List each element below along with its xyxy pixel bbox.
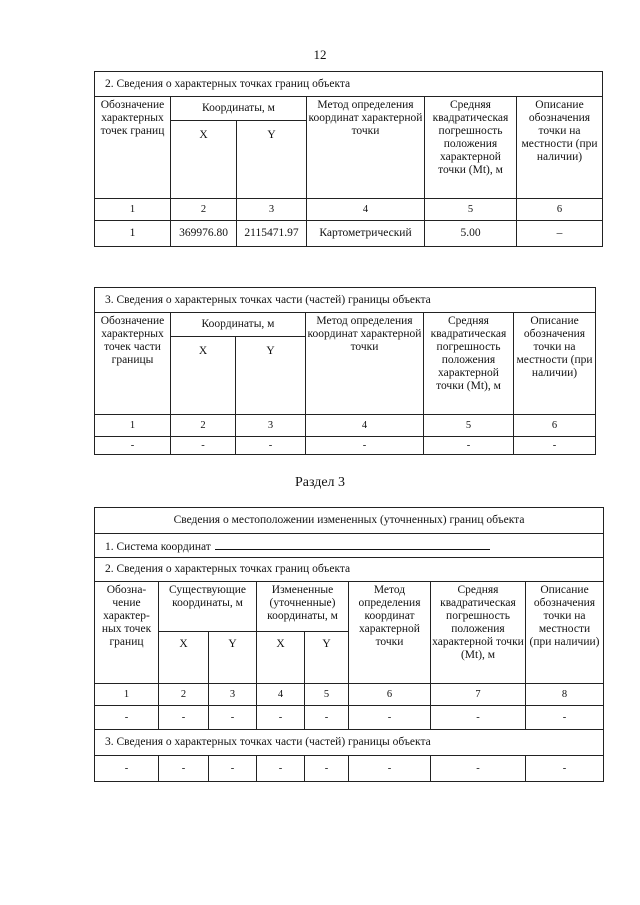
cell-changed-x: - [257,756,305,782]
column-number: 5 [424,415,514,437]
cell-existing-y: - [209,756,257,782]
table-changed-boundaries [94,507,604,782]
column-number: 8 [526,684,604,706]
table1-title: 2. Сведения о характерных точках границ объекта [95,72,603,97]
table3-title: Сведения о местоположении измененных (уточненных) границ объекта [95,508,604,534]
cell-changed-y: - [305,756,349,782]
header-x: X [171,121,237,199]
cell-point: - [95,437,171,455]
header-description: Описание обозначения точки на местности (при наличии) [514,313,596,415]
header-description: Описание обозначения точки на местности (при наличии) [526,582,604,684]
coordinate-system-blank [215,538,490,550]
column-number: 5 [425,199,517,221]
column-number: 3 [236,415,306,437]
header-error: Средняя квадратическая погрешность положения характерной точки (Mt), м [424,313,514,415]
cell-error: - [424,437,514,455]
cell-description: - [526,706,604,730]
header-existing-coordinates: Существующие координаты, м [159,582,257,632]
cell-description: - [526,756,604,782]
cell-existing-x: - [159,706,209,730]
header-coordinates: Координаты, м [171,313,306,337]
header-error: Средняя квадратическая погрешность положения характерной точки (Mt), м [431,582,526,684]
table-row [95,756,604,782]
header-method: Метод определения координат характерной точки [306,313,424,415]
header-point-designation: Обозна-чение характер-ных точек границ [95,582,159,684]
coordinate-system-row [95,534,604,558]
column-number: 1 [95,684,159,706]
page-number: 12 [313,47,327,62]
header-point-designation: Обозначение характерных точек части границы [95,313,171,415]
cell-y: 2115471.97 [237,221,307,247]
cell-y: - [236,437,306,455]
header-x: X [171,337,236,415]
column-number: 1 [95,415,171,437]
header-coordinates: Координаты, м [171,97,307,121]
header-method: Метод определения координат характерной точки [349,582,431,684]
coordinate-system-label: 1. Система координат [105,540,211,553]
column-number: 7 [431,684,526,706]
subsection-2-title: 2. Сведения о характерных точках границ объекта [95,558,604,582]
cell-method: Картометрический [307,221,425,247]
column-number: 4 [307,199,425,221]
header-existing-y: Y [209,632,257,684]
cell-point: - [95,706,159,730]
cell-error: - [431,706,526,730]
header-y: Y [236,337,306,415]
column-number: 2 [171,199,237,221]
header-error: Средняя квадратическая погрешность положения характерной точки (Mt), м [425,97,517,199]
cell-point: 1 [95,221,171,247]
table-row [95,706,604,730]
cell-error: - [431,756,526,782]
column-number: 5 [305,684,349,706]
column-number: 4 [257,684,305,706]
column-number: 3 [237,199,307,221]
header-changed-x: X [257,632,305,684]
column-number: 2 [159,684,209,706]
cell-method: - [349,756,431,782]
header-changed-coordinates: Измененные (уточненные) координаты, м [257,582,349,632]
header-y: Y [237,121,307,199]
cell-method: - [306,437,424,455]
column-number: 3 [209,684,257,706]
header-method: Метод определения координат характерной точки [307,97,425,199]
column-number: 1 [95,199,171,221]
table-row [95,221,603,247]
table-part-boundary-points [94,287,596,455]
cell-x: - [171,437,236,455]
header-point-designation: Обозначение характерных точек границ [95,97,171,199]
cell-error: 5.00 [425,221,517,247]
header-existing-x: X [159,632,209,684]
table-row [95,437,596,455]
header-description: Описание обозначения точки на местности (при наличии) [517,97,603,199]
cell-x: 369976.80 [171,221,237,247]
cell-description: - [514,437,596,455]
column-number: 6 [517,199,603,221]
cell-description: – [517,221,603,247]
cell-changed-y: - [305,706,349,730]
table-characteristic-points [94,71,603,247]
column-number: 4 [306,415,424,437]
column-number: 6 [514,415,596,437]
cell-changed-x: - [257,706,305,730]
cell-existing-x: - [159,756,209,782]
cell-method: - [349,706,431,730]
cell-point: - [95,756,159,782]
table2-title: 3. Сведения о характерных точках части (частей) границы объекта [95,288,596,313]
cell-existing-y: - [209,706,257,730]
subsection-3-title: 3. Сведения о характерных точках части (частей) границы объекта [95,730,604,756]
column-number: 2 [171,415,236,437]
section-title: Раздел 3 [294,475,346,490]
column-number: 6 [349,684,431,706]
header-changed-y: Y [305,632,349,684]
